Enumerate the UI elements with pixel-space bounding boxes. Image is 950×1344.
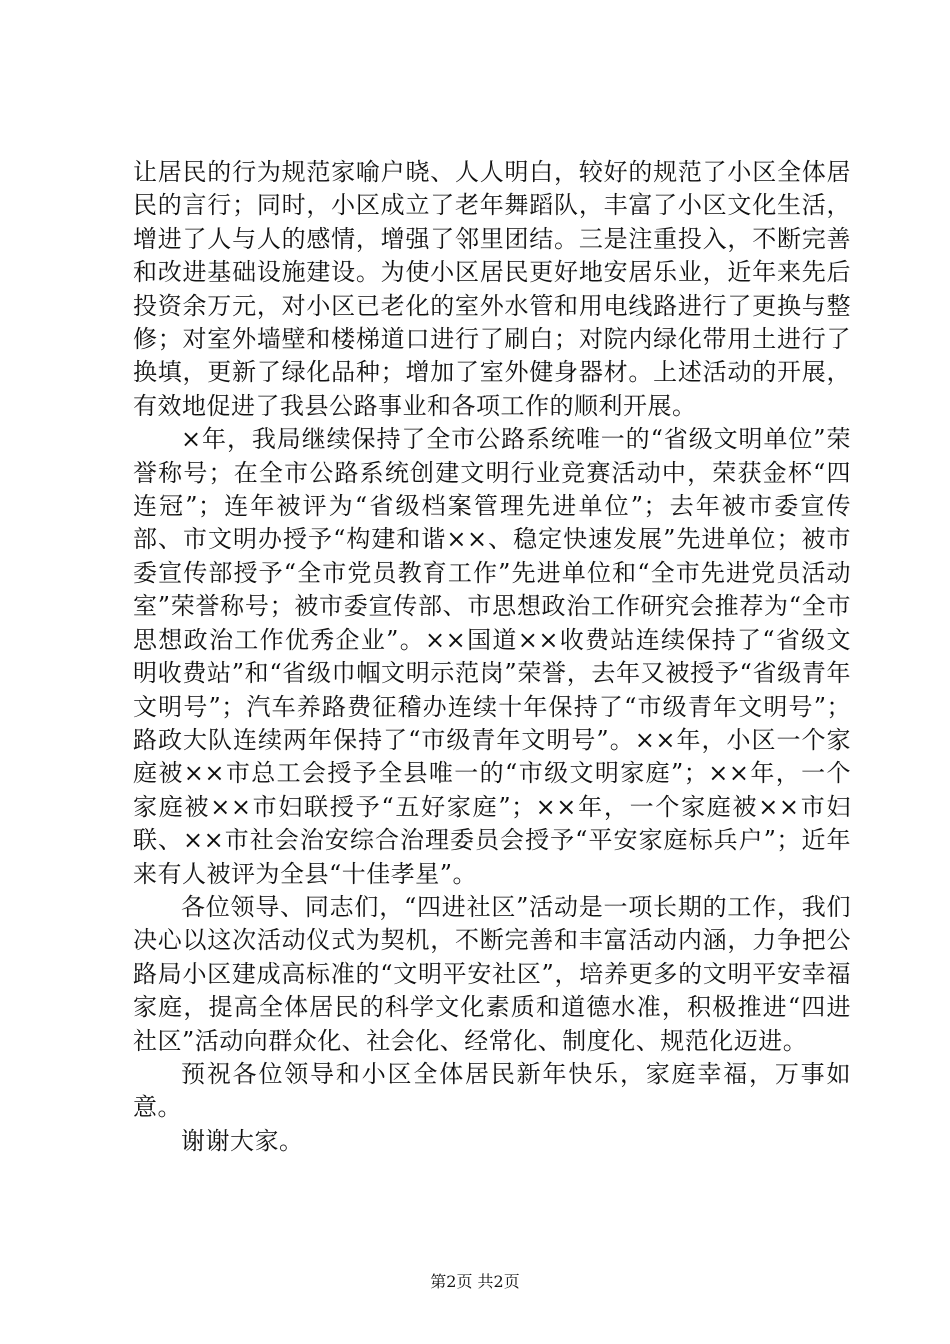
paragraph-continuation: 让居民的行为规范家喻户晓、人人明白，较好的规范了小区全体居民的言行；同时，小区成立了老年舞蹈队，丰富了小区文化生活，增进了人与人的感情，增强了邻里团结。三是注重投入，不断完善和改进基础设施建设。为使小区居民更好地安居乐业，近年来先后投资余万元，对小区已老化的室外水管和用电线路进行了更换与整修；对室外墙壁和楼梯道口进行了刷白；对院内绿化带用土进行了换填，更新了绿化品种；增加了室外健身器材。上述活动的开展，有效地促进了我县公路事业和各项工作的顺利开展。 [133,158,851,420]
paragraph-thanks: 谢谢大家。 [181,1126,304,1155]
document-body [133,156,851,1158]
paragraph-commitment: 各位领导、同志们，“四进社区”活动是一项长期的工作，我们决心以这次活动仪式为契机，不断完善和丰富活动内涵，力争把公路局小区建成高标准的“文明平安社区”，培养更多的文明平安幸福家庭，提高全体居民的科学文化素质和道德水准，积极推进“四进社区”活动向群众化、社会化、经常化、制度化、规范化迈进。 [133,892,851,1055]
paragraph-wishes: 预祝各位领导和小区全体居民新年快乐，家庭幸福，万事如意。 [133,1059,851,1122]
page-footer: 第2页 共2页 [430,1272,520,1291]
paragraph-honors: ×年，我局继续保持了全市公路系统唯一的“省级文明单位”荣誉称号；在全市公路系统创建文明行业竞赛活动中，荣获金杯“四连冠”；连年被评为“省级档案管理先进单位”；去年被市委宣传部、市文明办授予“构建和谐××、稳定快速发展”先进单位；被市委宣传部授予“全市党员教育工作”先进单位和“全市先进党员活动室”荣誉称号；被市委宣传部、市思想政治工作研究会推荐为“全市思想政治工作优秀企业”。××国道××收费站连续保持了“省级文明收费站”和“省级巾帼文明示范岗”荣誉，去年又被授予“省级青年文明号”；汽车养路费征稽办连续十年保持了“市级青年文明号”；路政大队连续两年保持了“市级青年文明号”。××年，小区一个家庭被××市总工会授予全县唯一的“市级文明家庭”；××年，一个家庭被××市妇联授予“五好家庭”；××年，一个家庭被××市妇联、××市社会治安综合治理委员会授予“平安家庭标兵户”；近年来有人被评为全县“十佳孝星”。 [133,425,851,888]
